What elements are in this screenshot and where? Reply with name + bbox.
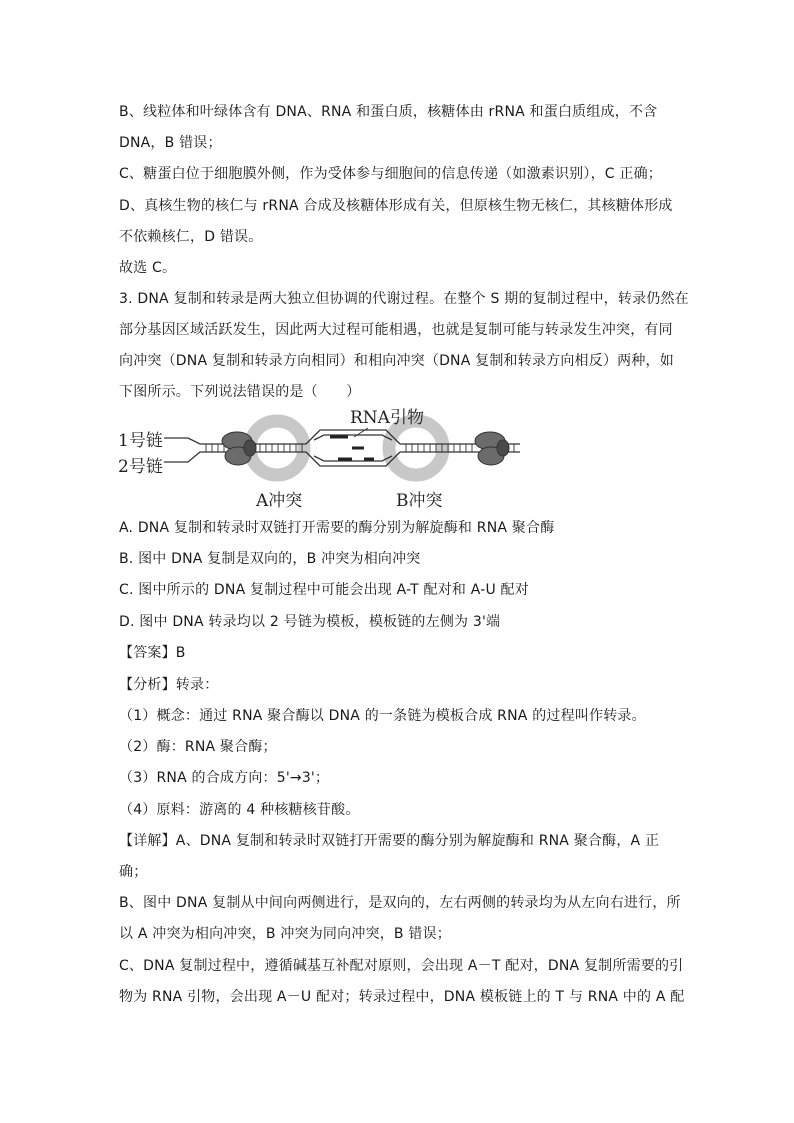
analysis-line: （4）原料：游离的 4 种核糖核苷酸。: [119, 802, 360, 818]
explanation-line: 确；: [119, 864, 148, 880]
analysis-line: （3）RNA 的合成方向：5'→3'；: [119, 770, 330, 786]
explanation-line: C、DNA 复制过程中，遵循碱基互补配对原则，会出现 A－T 配对，DNA 复制所需要的引: [119, 958, 684, 974]
question-stem-line: 3. DNA 复制和转录是两大独立但协调的代谢过程。在整个 S 期的复制过程中，转录仍然在: [119, 291, 689, 307]
text-line: B、线粒体和叶绿体含有 DNA、RNA 和蛋白质，核糖体由 rRNA 和蛋白质组成，不含: [119, 104, 658, 120]
rna-primer-label: RNA引物: [350, 408, 424, 428]
option-d: D. 图中 DNA 转录均以 2 号链为模板，模板链的左侧为 3'端: [119, 614, 501, 630]
conflict-b-ring: [389, 421, 443, 475]
conflict-b-label: B冲突: [396, 491, 443, 511]
analysis-line: （2）酶：RNA 聚合酶；: [119, 739, 277, 755]
rna-polymerase-right: [475, 432, 509, 465]
rna-primers: [330, 437, 374, 459]
analysis-line: （1）概念：通过 RNA 聚合酶以 DNA 的一条链为模板合成 RNA 的过程叫作转录。: [119, 708, 646, 724]
option-c: C. 图中所示的 DNA 复制过程中可能会出现 A-T 配对和 A-U 配对: [119, 582, 529, 598]
strand-2-label: 2号链: [118, 457, 163, 477]
explanation-line: 物为 RNA 引物，会出现 A－U 配对；转录过程中，DNA 模板链上的 T 与 RNA 中的 A 配: [119, 989, 685, 1005]
conflict-a-label: A冲突: [256, 491, 303, 511]
question-stem-line: 下图所示。下列说法错误的是（ ）: [119, 384, 361, 400]
strand-1-label: 1号链: [118, 431, 163, 451]
text-line: DNA，B 错误；: [119, 135, 222, 151]
explanation-line: 以 A 冲突为相向冲突，B 冲突为同向冲突，B 错误；: [119, 926, 451, 942]
option-b: B. 图中 DNA 复制是双向的，B 冲突为相向冲突: [119, 551, 421, 567]
option-a: A. DNA 复制和转录时双链打开需要的酶分别为解旋酶和 RNA 聚合酶: [119, 520, 555, 536]
answer-line: 【答案】B: [119, 645, 186, 661]
text-line: C、糖蛋白位于细胞膜外侧，作为受体参与细胞间的信息传递（如激素识别），C 正确；: [119, 166, 662, 182]
explanation-line: 【详解】A、DNA 复制和转录时双链打开需要的酶分别为解旋酶和 RNA 聚合酶，A 正: [119, 833, 660, 849]
text-line: 故选 C。: [119, 260, 177, 276]
analysis-heading: 【分析】转录：: [119, 677, 219, 693]
question-stem-line: 向冲突（DNA 复制和转录方向相同）和相向冲突（DNA 复制和转录方向相反）两种，如: [119, 353, 674, 369]
text-line: D、真核生物的核仁与 rRNA 合成及核糖体形成有关，但原核生物无核仁，其核糖体形成: [119, 198, 673, 214]
replication-conflict-diagram: [116, 404, 536, 516]
text-line: 不依赖核仁，D 错误。: [119, 229, 263, 245]
explanation-line: B、图中 DNA 复制从中间向两侧进行，是双向的，左右两侧的转录均为从左向右进行，所: [119, 895, 681, 911]
question-stem-line: 部分基因区域活跃发生，因此两大过程可能相遇，也就是复制可能与转录发生冲突，有同: [119, 322, 673, 338]
